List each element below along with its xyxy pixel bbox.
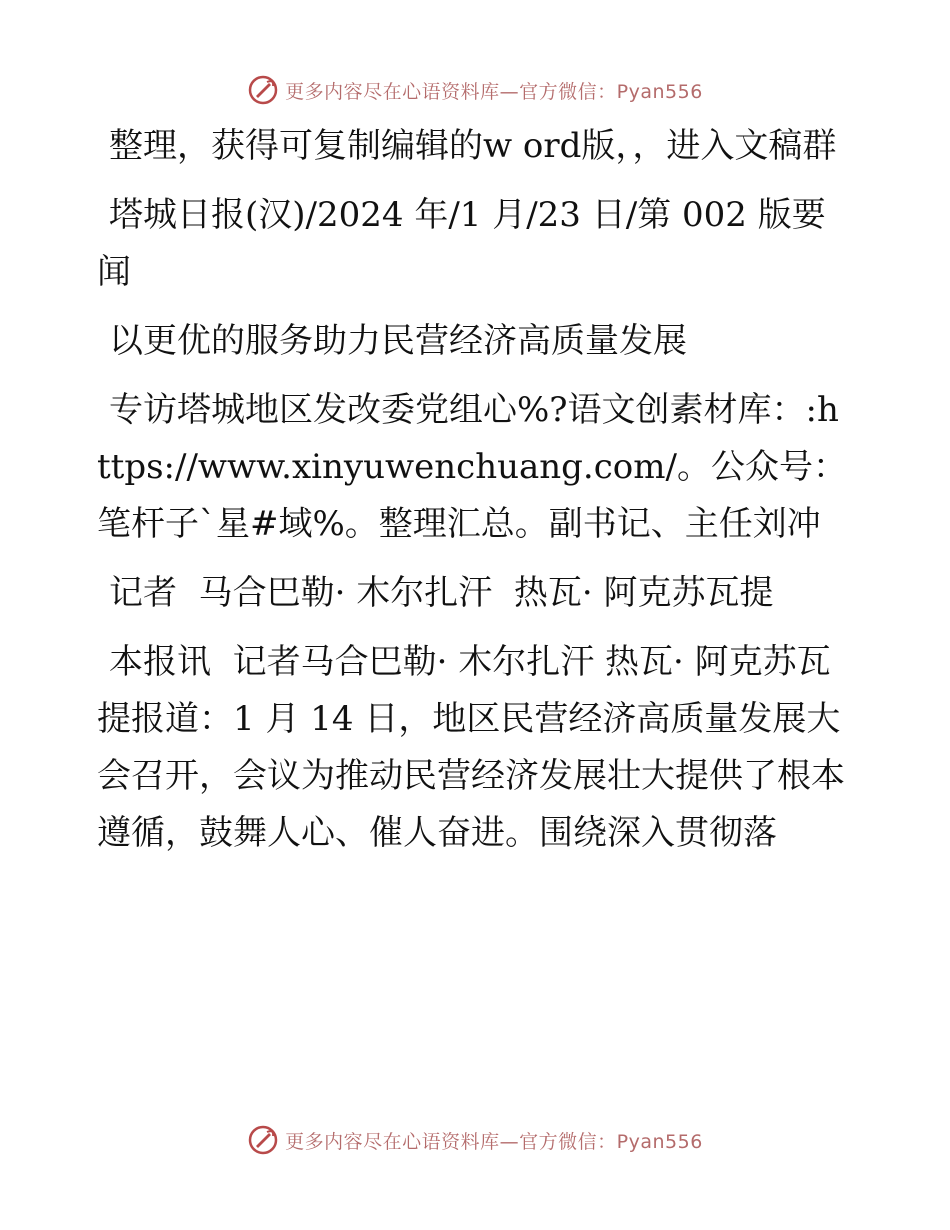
intro-note: 整理，获得可复制编辑的w ord版，，进入文稿群 — [109, 126, 837, 166]
header-watermark-banner — [0, 70, 950, 110]
quill-logo-icon — [247, 1124, 279, 1156]
article-body — [97, 118, 849, 870]
source-line: 塔城日报(汉)/2024 年/1 月/23 日/第 002 版要闻 — [97, 195, 826, 292]
footer-watermark-banner — [0, 1120, 950, 1160]
reporter-line: 记者 马合巴勒· 木尔扎汗 热瓦· 阿克苏瓦提 — [109, 573, 774, 613]
quill-logo-icon — [247, 74, 279, 106]
footer-watermark-text: 更多内容尽在心语资料库—官方微信：Pyan556 — [285, 1130, 703, 1153]
header-watermark-text: 更多内容尽在心语资料库—官方微信：Pyan556 — [285, 80, 703, 103]
article-subtitle: 专访塔城地区发改委党组心%?语文创素材库：:https://www.xinyuwenchuang.com/。公众号：笔杆子`星#域%。整理汇总。副书记、主任刘冲 — [97, 390, 847, 544]
body-paragraph: 本报讯 记者马合巴勒· 木尔扎汗 热瓦· 阿克苏瓦提报道：1 月 14 日，地区民营经济高质量发展大会召开，会议为推动民营经济发展壮大提供了根本遵循，鼓舞人心、催人奋进。围绕深入贯彻落 — [97, 642, 845, 853]
article-title: 以更优的服务助力民营经济高质量发展 — [109, 321, 687, 361]
